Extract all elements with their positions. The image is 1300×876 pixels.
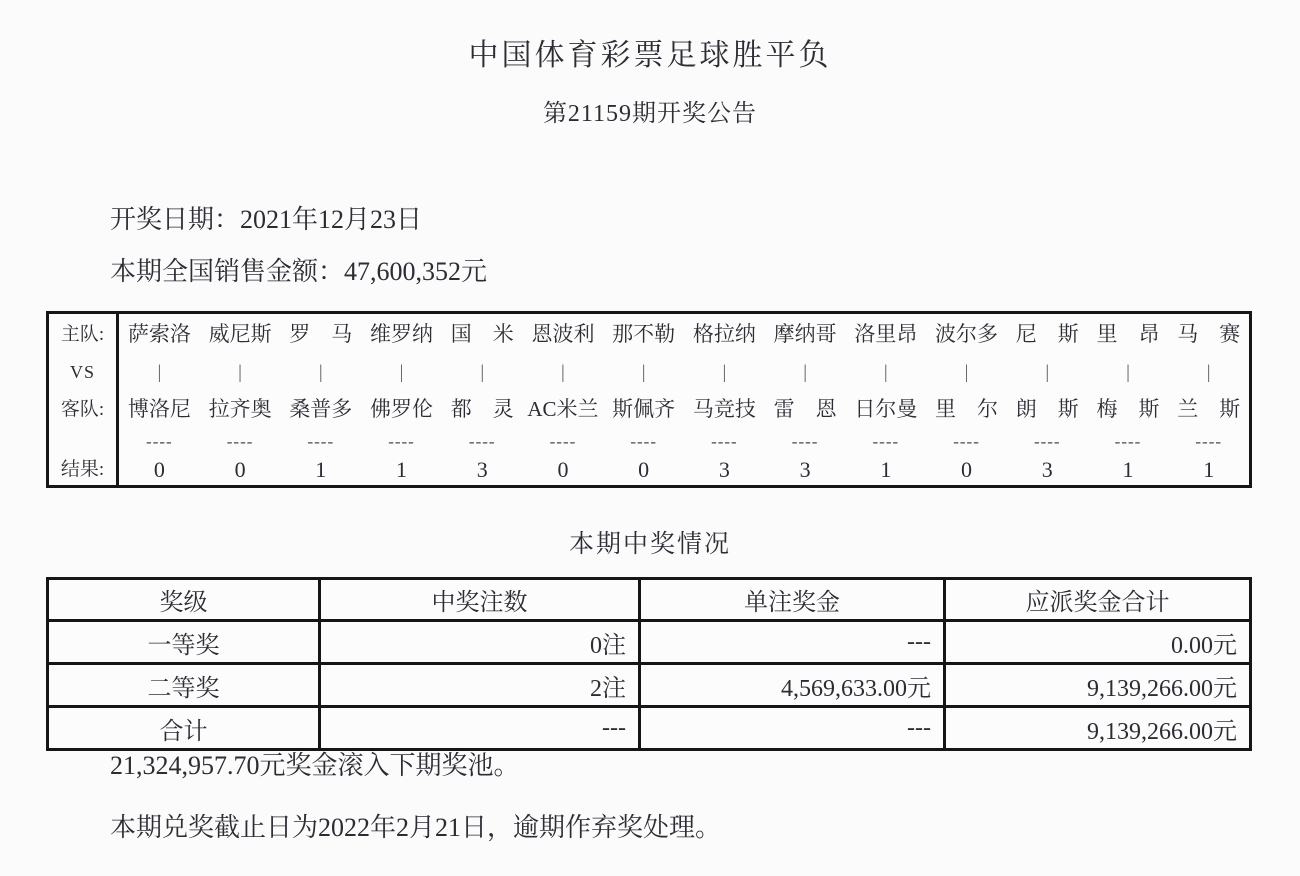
dash-separator: ---- — [953, 431, 980, 451]
away-team-name: 梅 斯 — [1096, 396, 1160, 421]
vs-bar: | — [480, 361, 485, 383]
rollover-note: 21,324,957.70元奖金滚入下期奖池。 — [110, 751, 520, 780]
prize-total-cell: 9,139,266.00元 — [1087, 675, 1237, 702]
prize-table-row — [49, 708, 1249, 748]
match-result-value: 0 — [961, 456, 973, 482]
dash-separator: ---- — [630, 431, 657, 451]
prize-table-row — [49, 622, 1249, 665]
match-result-value: 0 — [153, 456, 165, 482]
match-column — [200, 314, 281, 485]
dash-separator: ---- — [791, 431, 819, 451]
match-column — [684, 314, 765, 485]
away-team-name: AC米兰 — [527, 396, 599, 421]
sales-amount-value: 47,600,352元 — [344, 257, 488, 286]
match-result-value: 0 — [557, 456, 569, 482]
vs-bar: | — [318, 361, 323, 383]
home-team-name: 波尔多 — [935, 321, 999, 346]
prize-header-total: 应派奖金合计 — [1025, 590, 1170, 616]
home-team-name: 威尼斯 — [208, 321, 272, 346]
prize-count-cell: 0注 — [321, 622, 641, 662]
match-result-value: 1 — [1203, 456, 1215, 482]
match-column — [361, 314, 442, 485]
prize-table — [46, 577, 1252, 751]
home-team-name: 里 昂 — [1096, 321, 1160, 346]
away-row-label: 客队: — [60, 398, 105, 420]
vs-bar: | — [964, 361, 969, 383]
match-result-value: 3 — [1041, 456, 1053, 482]
match-column — [845, 314, 926, 485]
home-team-name: 那不勒 — [612, 321, 676, 346]
dash-separator: ---- — [1114, 431, 1142, 451]
dash-separator: ---- — [146, 431, 173, 451]
draw-date-value: 2021年12月23日 — [240, 205, 423, 234]
vs-bar: | — [803, 361, 808, 383]
match-results-table — [46, 311, 1252, 488]
match-column — [119, 314, 200, 485]
dash-separator: ---- — [468, 431, 496, 451]
vs-bar: | — [883, 361, 888, 383]
prize-count-cell: 2注 — [321, 665, 641, 705]
prize-per-prize-cell: --- — [641, 622, 946, 662]
prize-table-body — [49, 622, 1249, 748]
dash-separator: ---- — [1033, 431, 1061, 451]
dash-separator: ---- — [872, 431, 900, 451]
dash-separator: ---- — [711, 431, 738, 451]
away-team-name: 里 尔 — [935, 396, 999, 421]
vs-bar: | — [1206, 361, 1211, 383]
away-team-name: 佛罗伦 — [370, 396, 434, 421]
home-team-name: 马 赛 — [1177, 321, 1241, 346]
dash-separator: ---- — [307, 431, 335, 451]
issue-subtitle: 第21159期开奖公告 — [542, 101, 758, 127]
dash-separator: ---- — [1195, 431, 1223, 451]
deadline-note: 本期兑奖截止日为2022年2月21日，逾期作弃奖处理。 — [110, 813, 722, 842]
vs-bar: | — [641, 361, 646, 383]
home-team-name: 格拉纳 — [692, 321, 756, 346]
vs-bar: | — [1126, 361, 1130, 383]
dash-separator: ---- — [226, 431, 254, 451]
prize-total-cell: 9,139,266.00元 — [1087, 718, 1237, 745]
prize-level-cell: 二等奖 — [49, 665, 321, 705]
prize-level-cell: 合计 — [49, 708, 321, 748]
home-team-name: 罗 马 — [289, 321, 353, 346]
prize-header-per-prize: 单注奖金 — [641, 580, 946, 619]
match-column — [280, 314, 361, 485]
sales-amount-label: 本期全国销售金额： — [110, 257, 345, 286]
prize-header-level: 奖级 — [49, 580, 321, 619]
prize-header-count: 中奖注数 — [321, 580, 641, 619]
match-column — [603, 314, 684, 485]
away-team-name: 都 灵 — [450, 396, 514, 421]
prize-total-cell: 0.00元 — [1171, 632, 1237, 659]
sales-amount-line — [110, 251, 487, 288]
match-result-value: 1 — [396, 456, 408, 482]
match-column — [765, 314, 846, 485]
result-row-label: 结果: — [60, 459, 105, 480]
home-team-name: 维罗纳 — [370, 321, 434, 346]
match-result-value: 1 — [1122, 456, 1134, 482]
match-table-row-labels — [49, 314, 119, 485]
home-team-name: 洛里昂 — [854, 321, 918, 346]
dash-separator: ---- — [549, 431, 577, 451]
draw-date-line — [110, 199, 422, 236]
vs-row-label: VS — [69, 362, 95, 382]
away-team-name: 日尔曼 — [854, 396, 918, 421]
match-columns — [119, 314, 1249, 485]
prize-table-row — [49, 665, 1249, 708]
match-column — [442, 314, 523, 485]
away-team-name: 桑普多 — [289, 396, 353, 421]
away-team-name: 朗 斯 — [1015, 396, 1079, 421]
vs-bar: | — [399, 361, 404, 383]
match-column — [1007, 314, 1088, 485]
match-result-value: 0 — [234, 456, 246, 482]
home-row-label: 主队: — [60, 323, 105, 345]
away-team-name: 雷 恩 — [773, 396, 837, 421]
match-result-value: 1 — [880, 456, 892, 482]
prize-count-cell: --- — [321, 708, 641, 748]
home-team-name: 国 米 — [450, 321, 514, 346]
match-result-value: 1 — [315, 456, 327, 482]
prize-level-cell: 一等奖 — [49, 622, 321, 662]
vs-bar: | — [157, 361, 162, 383]
prize-table-header-row — [49, 580, 1249, 622]
match-column — [523, 314, 604, 485]
home-team-name: 恩波利 — [531, 321, 595, 346]
dash-separator: ---- — [388, 431, 415, 451]
draw-date-label: 开奖日期： — [110, 205, 241, 234]
prize-per-prize-cell: --- — [641, 708, 946, 748]
match-result-value: 3 — [799, 456, 811, 482]
match-column — [1168, 314, 1249, 485]
away-team-name: 斯佩齐 — [612, 396, 676, 421]
match-column — [1088, 314, 1169, 485]
away-team-name: 兰 斯 — [1177, 396, 1241, 421]
match-result-value: 3 — [718, 456, 730, 482]
page-title: 中国体育彩票足球胜平负 — [468, 39, 832, 72]
vs-bar: | — [238, 361, 242, 383]
away-team-name: 马竞技 — [692, 396, 756, 421]
match-result-value: 3 — [476, 456, 488, 482]
prize-section-heading: 本期中奖情况 — [568, 531, 731, 558]
match-result-value: 0 — [638, 456, 650, 482]
home-team-name: 萨索洛 — [127, 321, 191, 346]
home-team-name: 尼 斯 — [1015, 321, 1079, 346]
away-team-name: 拉齐奥 — [208, 396, 272, 421]
away-team-name: 博洛尼 — [127, 396, 191, 421]
prize-per-prize-cell: 4,569,633.00元 — [641, 665, 946, 705]
vs-bar: | — [561, 361, 565, 383]
match-column — [926, 314, 1007, 485]
home-team-name: 摩纳哥 — [773, 321, 837, 346]
vs-bar: | — [1045, 361, 1050, 383]
vs-bar: | — [722, 361, 727, 383]
